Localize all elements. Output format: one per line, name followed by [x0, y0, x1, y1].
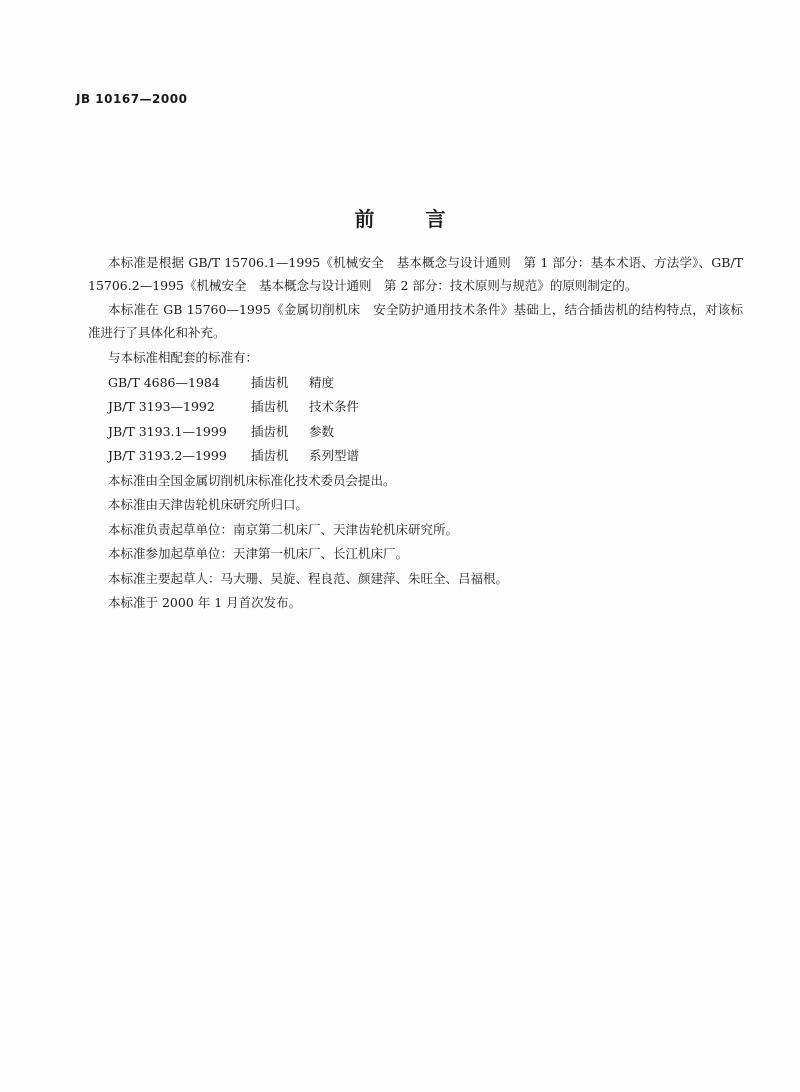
standard-code: GB/T 4686—1984: [108, 374, 220, 390]
statement-lead-drafters: 本标准负责起草单位：南京第二机床厂、天津齿轮机床研究所。: [108, 521, 459, 537]
document-code: JB 10167—2000: [76, 92, 188, 106]
standard-name: 插齿机: [251, 399, 289, 414]
related-standards-list: [88, 371, 743, 469]
standard-title: 精度: [309, 374, 335, 390]
page-title: 前 言: [354, 207, 468, 231]
standard-title: 技术条件: [309, 399, 360, 414]
list-item: [88, 371, 743, 396]
list-item: [88, 420, 743, 445]
standard-title: 系列型谱: [309, 448, 360, 463]
standard-name: 插齿机: [251, 423, 289, 439]
statement-proposer: 本标准由全国金属切削机床标准化技术委员会提出。: [108, 472, 396, 488]
standard-title: 参数: [309, 423, 335, 439]
standard-code: JB/T 3193.1—1999: [108, 423, 227, 439]
standard-name: 插齿机: [251, 448, 289, 463]
related-standards-intro: 与本标准相配套的标准有：: [108, 350, 259, 365]
statement-main-authors: 本标准主要起草人：马大珊、吴旋、程良范、颜建萍、朱旺全、吕福根。: [108, 570, 509, 586]
list-item: [88, 444, 743, 469]
paragraph-basis: 本标准是根据 GB/T 15706.1—1995《机械安全 基本概念与设计通则 第 1 部分：基本术语、方法学》、GB/T 15706.2—1995《机械安全 基本概念与设计通则 第 2 部分：技术原则与规范》的原则制定的。: [88, 255, 743, 293]
statement-administrator: 本标准由天津齿轮机床研究所归口。: [108, 497, 309, 512]
document-body: [88, 252, 743, 616]
standard-name: 插齿机: [251, 374, 289, 390]
statement-participating-drafters: 本标准参加起草单位：天津第一机床厂、长江机床厂。: [108, 546, 409, 561]
standard-code: JB/T 3193.2—1999: [108, 448, 227, 463]
standard-code: JB/T 3193—1992: [108, 399, 215, 414]
paragraph-scope: 本标准在 GB 15760—1995《金属切削机床 安全防护通用技术条件》基础上，结合插齿机的结构特点，对该标准进行了具体化和补充。: [88, 302, 743, 340]
statement-first-release: 本标准于 2000 年 1 月首次发布。: [108, 595, 302, 610]
list-item: [88, 395, 743, 420]
